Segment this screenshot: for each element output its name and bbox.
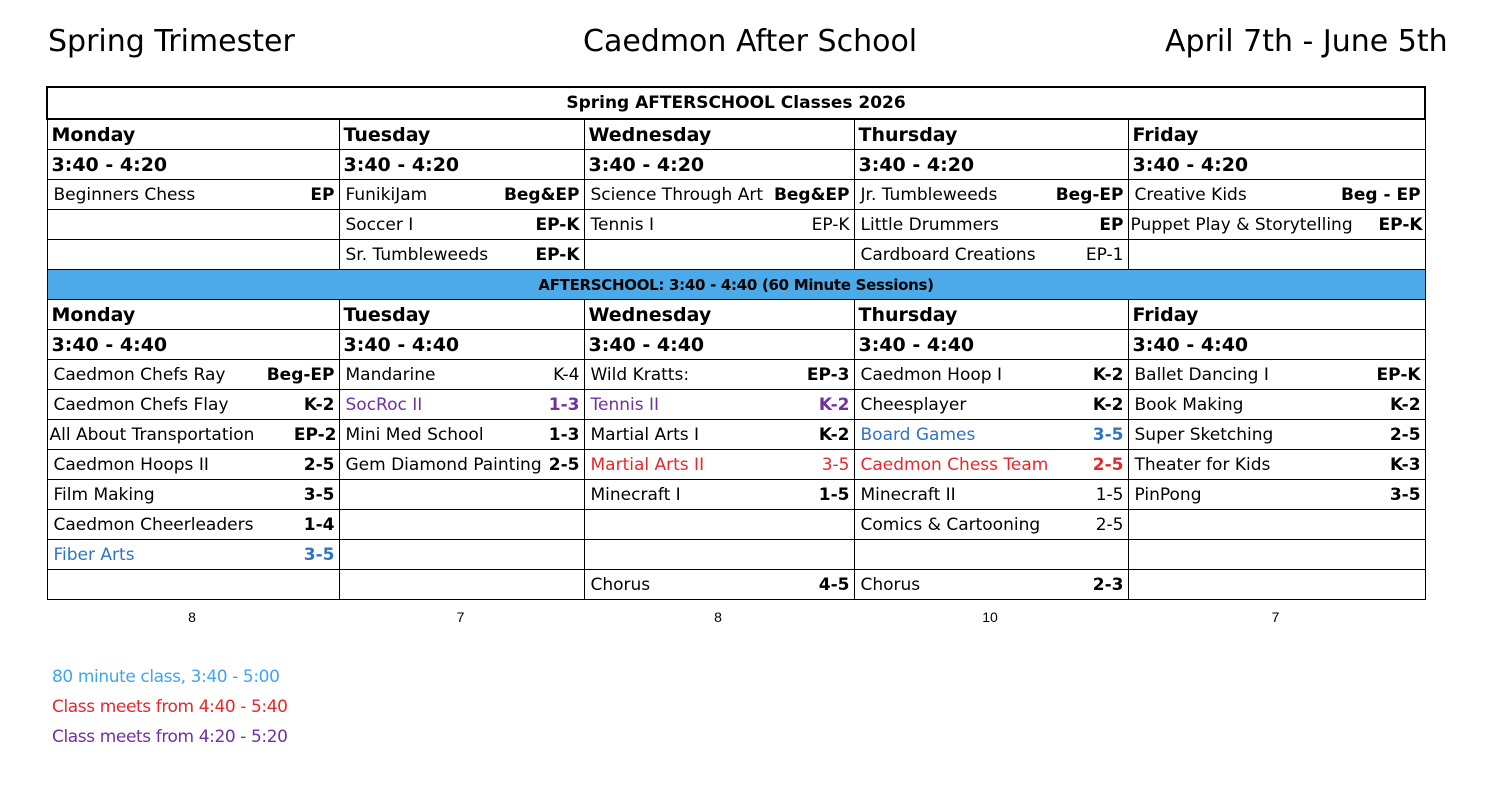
grade-range: Beg&EP [503, 184, 580, 205]
table-row [47, 420, 1425, 450]
grade-range: 2-5 [1095, 514, 1124, 535]
class-cell-friday [1128, 360, 1425, 390]
class-name: Martial Arts II [590, 454, 705, 475]
class-cell-tuesday [339, 180, 584, 210]
class-cell-monday [47, 180, 339, 210]
class-cell-thursday [854, 360, 1128, 390]
class-name: Little Drummers [860, 214, 999, 235]
day-header-tuesday: Tuesday [339, 119, 584, 150]
grade-range: 2-5 [548, 454, 580, 475]
class-cell-wednesday [584, 420, 854, 450]
class-cell-friday [1128, 510, 1425, 540]
day-header-friday: Friday [1128, 119, 1425, 150]
class-cell-tuesday [339, 540, 584, 570]
class-count-monday: 8 [188, 609, 196, 625]
grade-range: 3-5 [821, 454, 850, 475]
class-cell-monday [47, 360, 339, 390]
class-cell-monday [47, 210, 339, 240]
class-cell-monday [47, 240, 339, 270]
grade-range: 2-5 [303, 454, 335, 475]
class-name: Wild Kratts: [590, 364, 690, 385]
class-cell-friday [1128, 210, 1425, 240]
class-name: Science Through Art [590, 184, 764, 205]
class-cell-tuesday [339, 570, 584, 600]
class-name: Martial Arts I [590, 424, 700, 445]
class-cell-thursday [854, 210, 1128, 240]
schedule-table [46, 86, 1426, 600]
time-slot-tuesday: 3:40 - 4:20 [339, 150, 584, 180]
grade-range: Beg-EP [1055, 184, 1124, 205]
class-name: Board Games [860, 424, 976, 445]
day-header-friday: Friday [1128, 300, 1425, 330]
grade-range: 3-5 [1092, 424, 1124, 445]
class-cell-tuesday [339, 240, 584, 270]
class-cell-monday [47, 570, 339, 600]
grade-range: 1-3 [548, 424, 580, 445]
class-name: Gem Diamond Painting [345, 454, 542, 475]
grade-range: EP-3 [806, 364, 850, 385]
class-name: All About Transportation [49, 424, 255, 445]
class-name: Comics & Cartooning [860, 514, 1041, 535]
grade-range: K-2 [818, 424, 850, 445]
legend-80-minute: 80 minute class, 3:40 - 5:00 [52, 667, 280, 687]
class-count-friday: 7 [1271, 609, 1280, 625]
table-row [47, 450, 1425, 480]
class-name: Minecraft II [860, 484, 956, 505]
class-counts [46, 609, 1424, 629]
class-count-tuesday: 7 [456, 609, 465, 625]
class-cell-thursday [854, 540, 1128, 570]
trimester-label: Spring Trimester [48, 24, 295, 59]
table-row [47, 360, 1425, 390]
class-cell-thursday [854, 450, 1128, 480]
class-name: Caedmon Hoop I [860, 364, 1002, 385]
grade-range: K-4 [553, 364, 580, 385]
class-name: Book Making [1134, 394, 1244, 415]
time-row [47, 150, 1425, 180]
class-cell-wednesday [584, 510, 854, 540]
class-name: Ballet Dancing I [1134, 364, 1269, 385]
class-cell-thursday [854, 180, 1128, 210]
day-header-thursday: Thursday [854, 300, 1128, 330]
class-name: Super Sketching [1134, 424, 1274, 445]
grade-range: K-2 [818, 394, 850, 415]
grade-range: EP-K [535, 214, 580, 235]
class-cell-monday [47, 480, 339, 510]
class-cell-friday [1128, 570, 1425, 600]
school-name: Caedmon After School [583, 24, 918, 59]
grade-range: Beg&EP [773, 184, 850, 205]
table-row [47, 180, 1425, 210]
class-name: Caedmon Chess Team [860, 454, 1049, 475]
class-name: PinPong [1134, 484, 1202, 505]
grade-range: 3-5 [303, 484, 335, 505]
class-cell-thursday [854, 570, 1128, 600]
class-name: Chorus [860, 574, 921, 595]
class-name: FunikiJam [345, 184, 428, 205]
class-cell-friday [1128, 180, 1425, 210]
day-header-row [47, 119, 1425, 150]
class-name: Caedmon Chefs Ray [53, 364, 226, 385]
grade-range: 3-5 [1389, 484, 1421, 505]
class-cell-tuesday [339, 480, 584, 510]
class-name: Caedmon Hoops II [53, 454, 209, 475]
class-name: Jr. Tumbleweeds [860, 184, 998, 205]
class-name: Puppet Play & Storytelling [1130, 214, 1353, 235]
grade-range: Beg-EP [266, 364, 335, 385]
legend-420-520: Class meets from 4:20 - 5:20 [52, 727, 288, 747]
grade-range: 1-5 [818, 484, 850, 505]
class-name: Beginners Chess [53, 184, 196, 205]
time-slot-thursday: 3:40 - 4:20 [854, 150, 1128, 180]
class-name: Theater for Kids [1134, 454, 1271, 475]
grade-range: 2-5 [1092, 454, 1124, 475]
table-row [47, 510, 1425, 540]
day-header-tuesday: Tuesday [339, 300, 584, 330]
class-cell-thursday [854, 390, 1128, 420]
class-cell-thursday [854, 510, 1128, 540]
class-name: Film Making [53, 484, 155, 505]
class-name: Mini Med School [345, 424, 484, 445]
class-cell-wednesday [584, 180, 854, 210]
class-cell-friday [1128, 540, 1425, 570]
class-cell-wednesday [584, 480, 854, 510]
class-cell-monday [47, 450, 339, 480]
grade-range: 2-5 [1389, 424, 1421, 445]
day-header-monday: Monday [47, 119, 339, 150]
class-cell-thursday [854, 420, 1128, 450]
class-cell-wednesday [584, 450, 854, 480]
class-name: Mandarine [345, 364, 436, 385]
time-slot-friday: 3:40 - 4:20 [1128, 150, 1425, 180]
grade-range: EP-2 [293, 424, 337, 445]
grade-range: EP-K [1378, 214, 1423, 235]
class-cell-wednesday [584, 360, 854, 390]
day-header-wednesday: Wednesday [584, 300, 854, 330]
class-cell-tuesday [339, 510, 584, 540]
class-cell-thursday [854, 240, 1128, 270]
grade-range: EP-K [535, 244, 580, 265]
day-header-monday: Monday [47, 300, 339, 330]
class-cell-tuesday [339, 450, 584, 480]
table-row [47, 240, 1425, 270]
session-band-row [47, 270, 1425, 300]
grade-range: EP [1099, 214, 1124, 235]
class-name: Caedmon Chefs Flay [53, 394, 229, 415]
class-cell-wednesday [584, 540, 854, 570]
grade-range: Beg - EP [1340, 184, 1421, 205]
table-row [47, 540, 1425, 570]
class-cell-friday [1128, 480, 1425, 510]
grade-range: K-2 [303, 394, 335, 415]
class-name: Sr. Tumbleweeds [345, 244, 489, 265]
class-cell-monday [47, 420, 339, 450]
grade-range: 1-4 [303, 514, 335, 535]
table-row [47, 570, 1425, 600]
class-name: Soccer I [345, 214, 414, 235]
grade-range: EP-K [811, 214, 850, 235]
class-name: Tennis I [590, 214, 655, 235]
class-name: Minecraft I [590, 484, 681, 505]
grade-range: K-2 [1092, 394, 1124, 415]
day-header-wednesday: Wednesday [584, 119, 854, 150]
class-cell-friday [1128, 240, 1425, 270]
class-name: Chorus [590, 574, 651, 595]
class-cell-monday [47, 510, 339, 540]
session-band: AFTERSCHOOL: 3:40 - 4:40 (60 Minute Sessions) [47, 270, 1425, 300]
time-row [47, 330, 1425, 360]
table-row [47, 210, 1425, 240]
table-title: Spring AFTERSCHOOL Classes 2026 [47, 87, 1425, 119]
class-cell-wednesday [584, 210, 854, 240]
grade-range: EP [310, 184, 335, 205]
grade-range: K-2 [1092, 364, 1124, 385]
time-slot-tuesday: 3:40 - 4:40 [339, 330, 584, 360]
class-cell-wednesday [584, 390, 854, 420]
time-slot-friday: 3:40 - 4:40 [1128, 330, 1425, 360]
grade-range: EP-1 [1085, 244, 1124, 265]
grade-range: K-2 [1389, 394, 1421, 415]
time-slot-thursday: 3:40 - 4:40 [854, 330, 1128, 360]
schedule-body [47, 87, 1425, 600]
class-cell-tuesday [339, 210, 584, 240]
class-cell-wednesday [584, 240, 854, 270]
grade-range: 2-3 [1092, 574, 1124, 595]
class-cell-monday [47, 540, 339, 570]
class-name: Tennis II [590, 394, 660, 415]
class-name: Cheesplayer [860, 394, 967, 415]
class-cell-friday [1128, 390, 1425, 420]
time-slot-wednesday: 3:40 - 4:20 [584, 150, 854, 180]
table-row [47, 390, 1425, 420]
table-row [47, 480, 1425, 510]
class-count-thursday: 10 [982, 609, 998, 625]
class-cell-friday [1128, 420, 1425, 450]
class-cell-tuesday [339, 390, 584, 420]
date-range: April 7th - June 5th [1165, 24, 1448, 59]
class-name: Creative Kids [1134, 184, 1247, 205]
grade-range: 3-5 [303, 544, 335, 565]
grade-range: EP-K [1376, 364, 1421, 385]
class-name: Caedmon Cheerleaders [53, 514, 254, 535]
class-cell-tuesday [339, 360, 584, 390]
grade-range: 1-5 [1095, 484, 1124, 505]
day-header-thursday: Thursday [854, 119, 1128, 150]
grade-range: 1-3 [548, 394, 580, 415]
class-cell-tuesday [339, 420, 584, 450]
class-name: Fiber Arts [53, 544, 135, 565]
class-cell-friday [1128, 450, 1425, 480]
class-name: Cardboard Creations [860, 244, 1036, 265]
time-slot-wednesday: 3:40 - 4:40 [584, 330, 854, 360]
grade-range: K-3 [1389, 454, 1421, 475]
time-slot-monday: 3:40 - 4:20 [47, 150, 339, 180]
class-cell-wednesday [584, 570, 854, 600]
class-cell-monday [47, 390, 339, 420]
table-title-row [47, 87, 1425, 119]
legend-440-540: Class meets from 4:40 - 5:40 [52, 697, 288, 717]
grade-range: 4-5 [818, 574, 850, 595]
class-cell-thursday [854, 480, 1128, 510]
day-header-row [47, 300, 1425, 330]
class-name: SocRoc II [345, 394, 423, 415]
time-slot-monday: 3:40 - 4:40 [47, 330, 339, 360]
class-count-wednesday: 8 [714, 609, 722, 625]
